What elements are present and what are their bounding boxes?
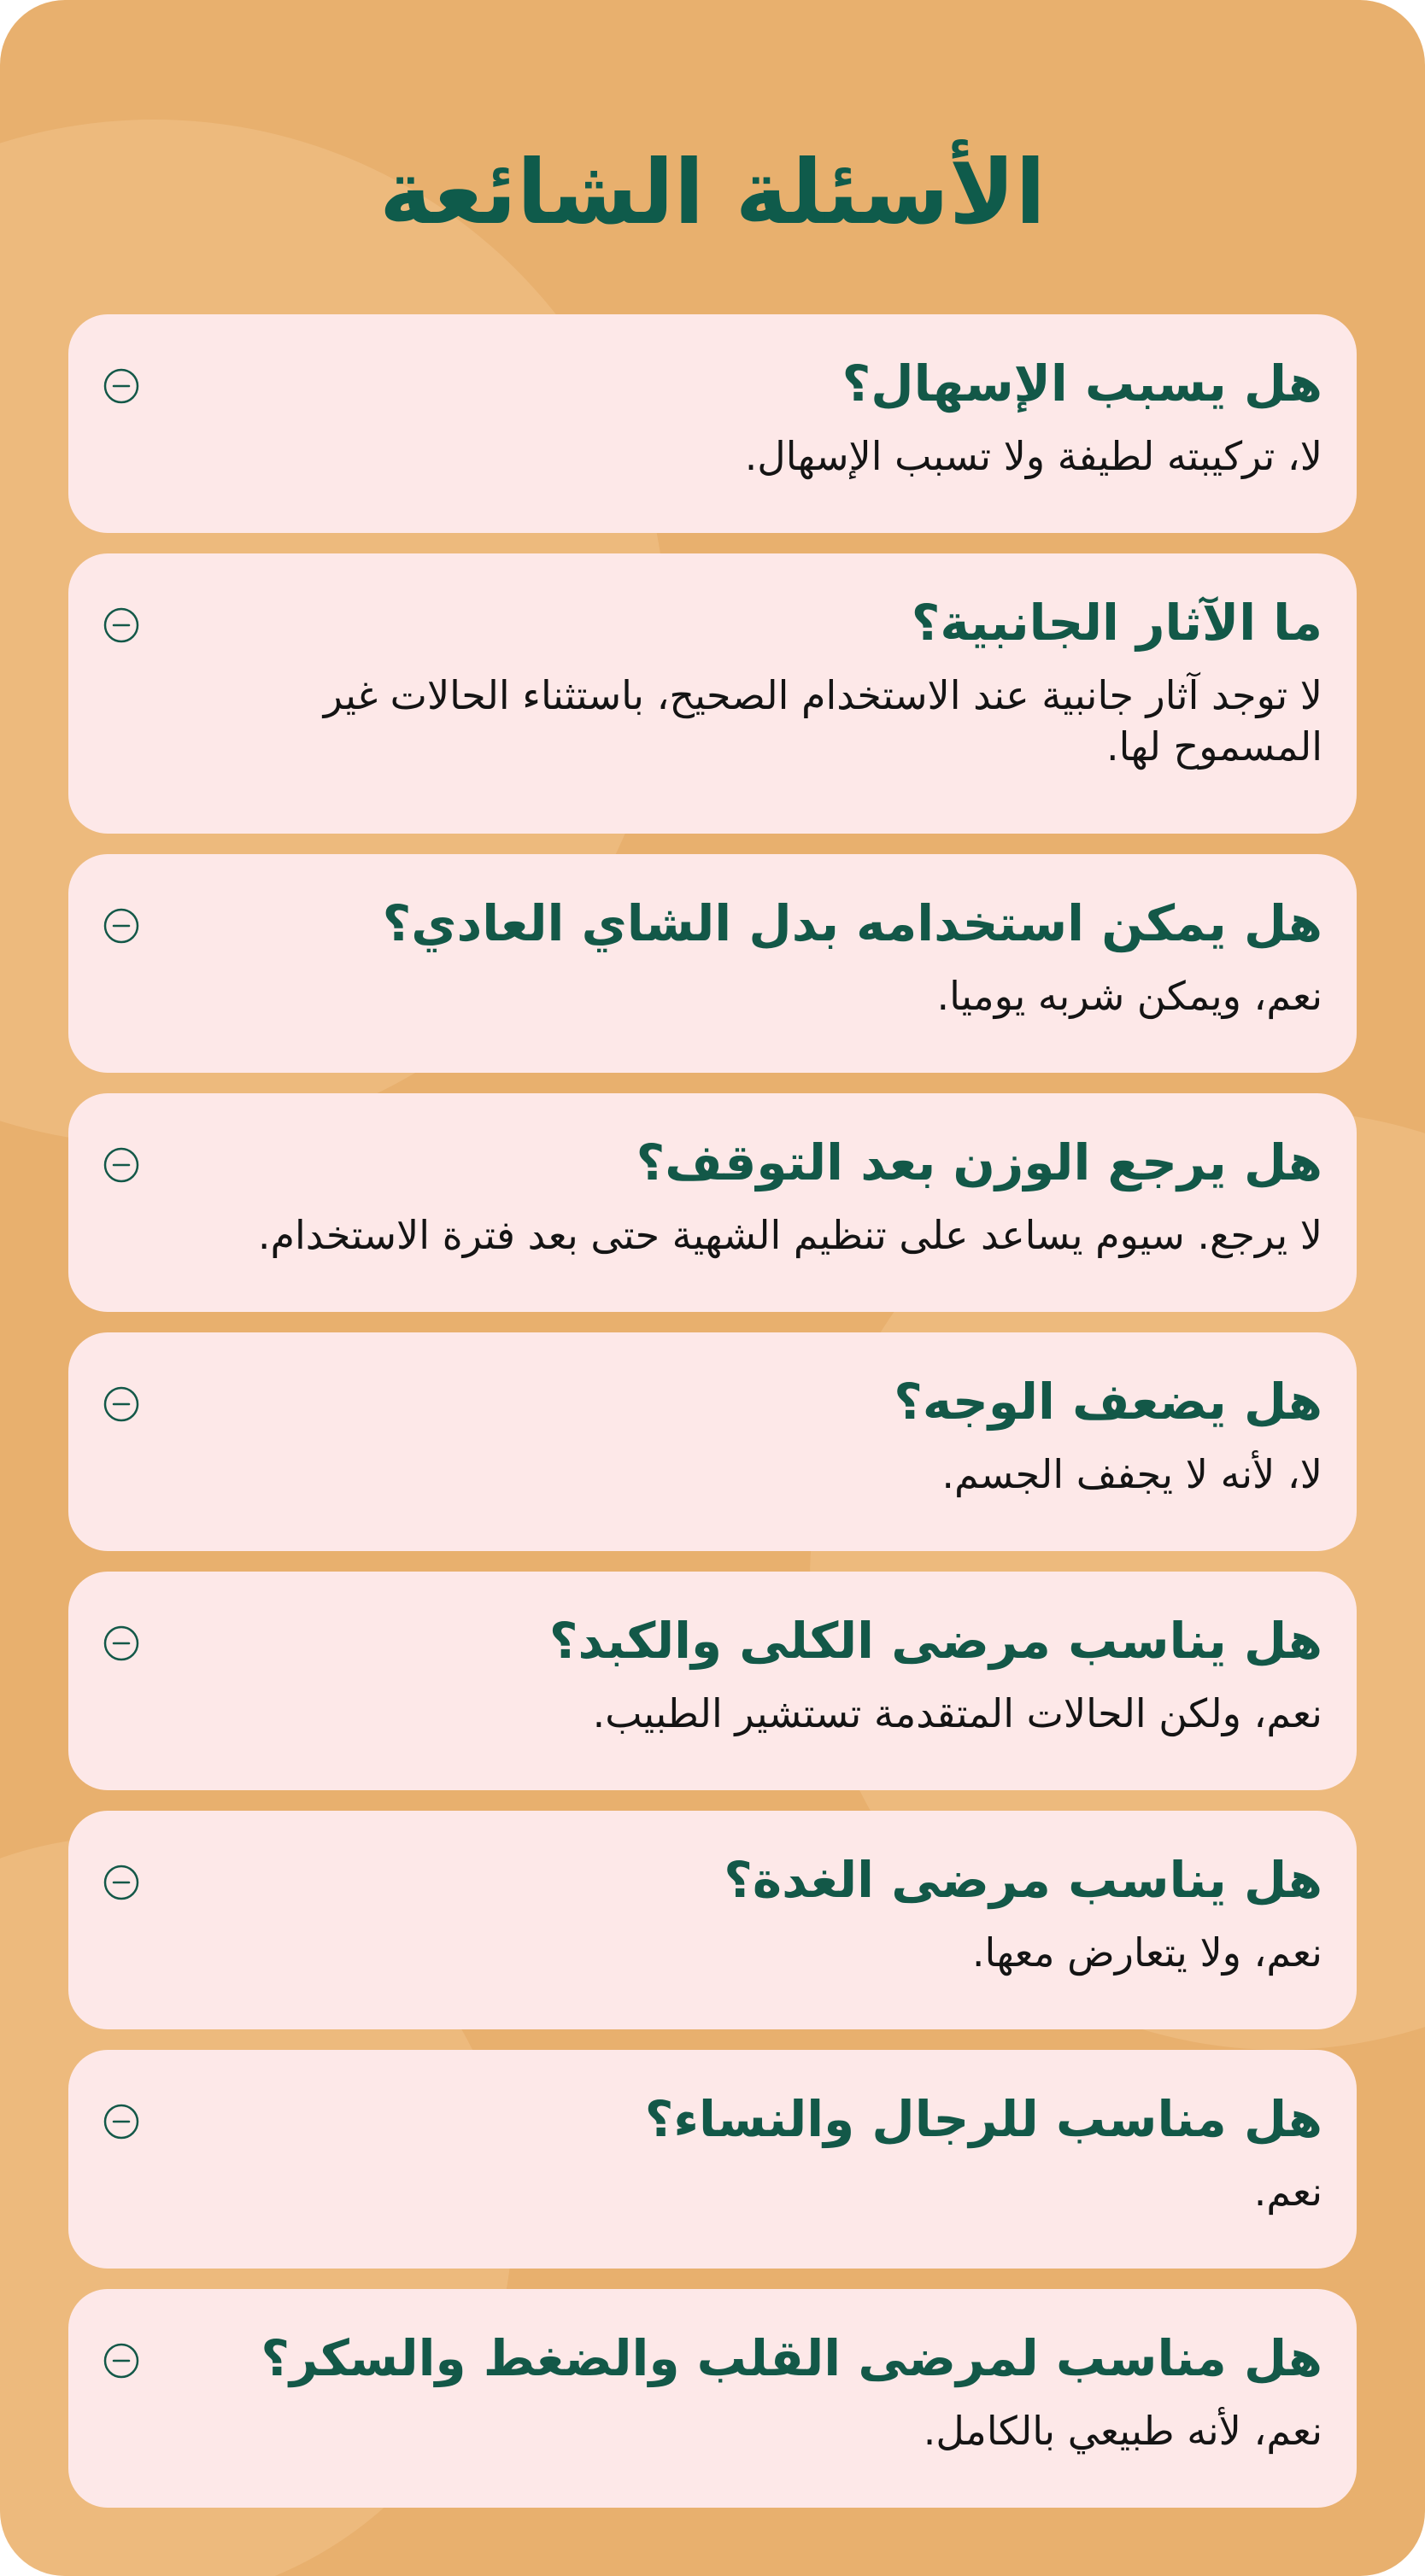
faq-question[interactable]: هل يناسب مرضى الكلى والكبد؟ [548,1612,1322,1670]
faq-answer: نعم، ولا يتعارض معها. [971,1929,1322,1976]
faq-item[interactable] [68,2289,1357,2508]
faq-item[interactable] [68,314,1357,533]
minus-circle-icon[interactable] [103,606,140,644]
faq-question[interactable]: هل يسبب الإسهال؟ [842,354,1322,413]
faq-answer: نعم، ويمكن شربه يوميا. [936,973,1322,1019]
faq-item[interactable] [68,1332,1357,1551]
faq-item[interactable] [68,1572,1357,1790]
faq-question[interactable]: ما الآثار الجانبية؟ [911,594,1322,652]
faq-answer: لا توجد آثار جانبية عند الاستخدام الصحيح، باستثناء الحالات غير المسموح لها. [323,672,1322,770]
faq-question[interactable]: هل يرجع الوزن بعد التوقف؟ [636,1133,1322,1191]
faq-answer: نعم، ولكن الحالات المتقدمة تستشير الطبيب. [592,1690,1322,1736]
faq-question[interactable]: هل يناسب مرضى الغدة؟ [724,1851,1322,1909]
minus-circle-icon[interactable] [103,1146,140,1184]
faq-answer: نعم، لأنه طبيعي بالكامل. [923,2408,1322,2454]
page-title: الأسئلة الشائعة [379,140,1046,244]
minus-circle-icon[interactable] [103,367,140,405]
faq-question[interactable]: هل يمكن استخدامه بدل الشاي العادي؟ [382,894,1322,952]
faq-item[interactable] [68,854,1357,1073]
faq-answer: لا، تركيبته لطيفة ولا تسبب الإسهال. [744,433,1322,479]
faq-item[interactable] [68,1811,1357,2029]
faq-answer: لا يرجع. سيوم يساعد على تنظيم الشهية حتى بعد فترة الاستخدام. [257,1212,1322,1258]
faq-answer: نعم. [1253,2169,1322,2215]
faq-item[interactable] [68,1093,1357,1312]
minus-circle-icon[interactable] [103,907,140,945]
faq-question[interactable]: هل يضعف الوجه؟ [894,1373,1322,1431]
minus-circle-icon[interactable] [103,1625,140,1662]
faq-question[interactable]: هل مناسب للرجال والنساء؟ [644,2090,1322,2148]
faq-question[interactable]: هل مناسب لمرضى القلب والضغط والسكر؟ [261,2329,1322,2387]
faq-item[interactable] [68,2050,1357,2269]
faq-answer: لا، لأنه لا يجفف الجسم. [941,1451,1322,1497]
minus-circle-icon[interactable] [103,1864,140,1901]
faq-item[interactable] [68,553,1357,834]
minus-circle-icon[interactable] [103,1385,140,1423]
faq-list [68,314,1357,2528]
minus-circle-icon[interactable] [103,2342,140,2380]
minus-circle-icon[interactable] [103,2103,140,2140]
